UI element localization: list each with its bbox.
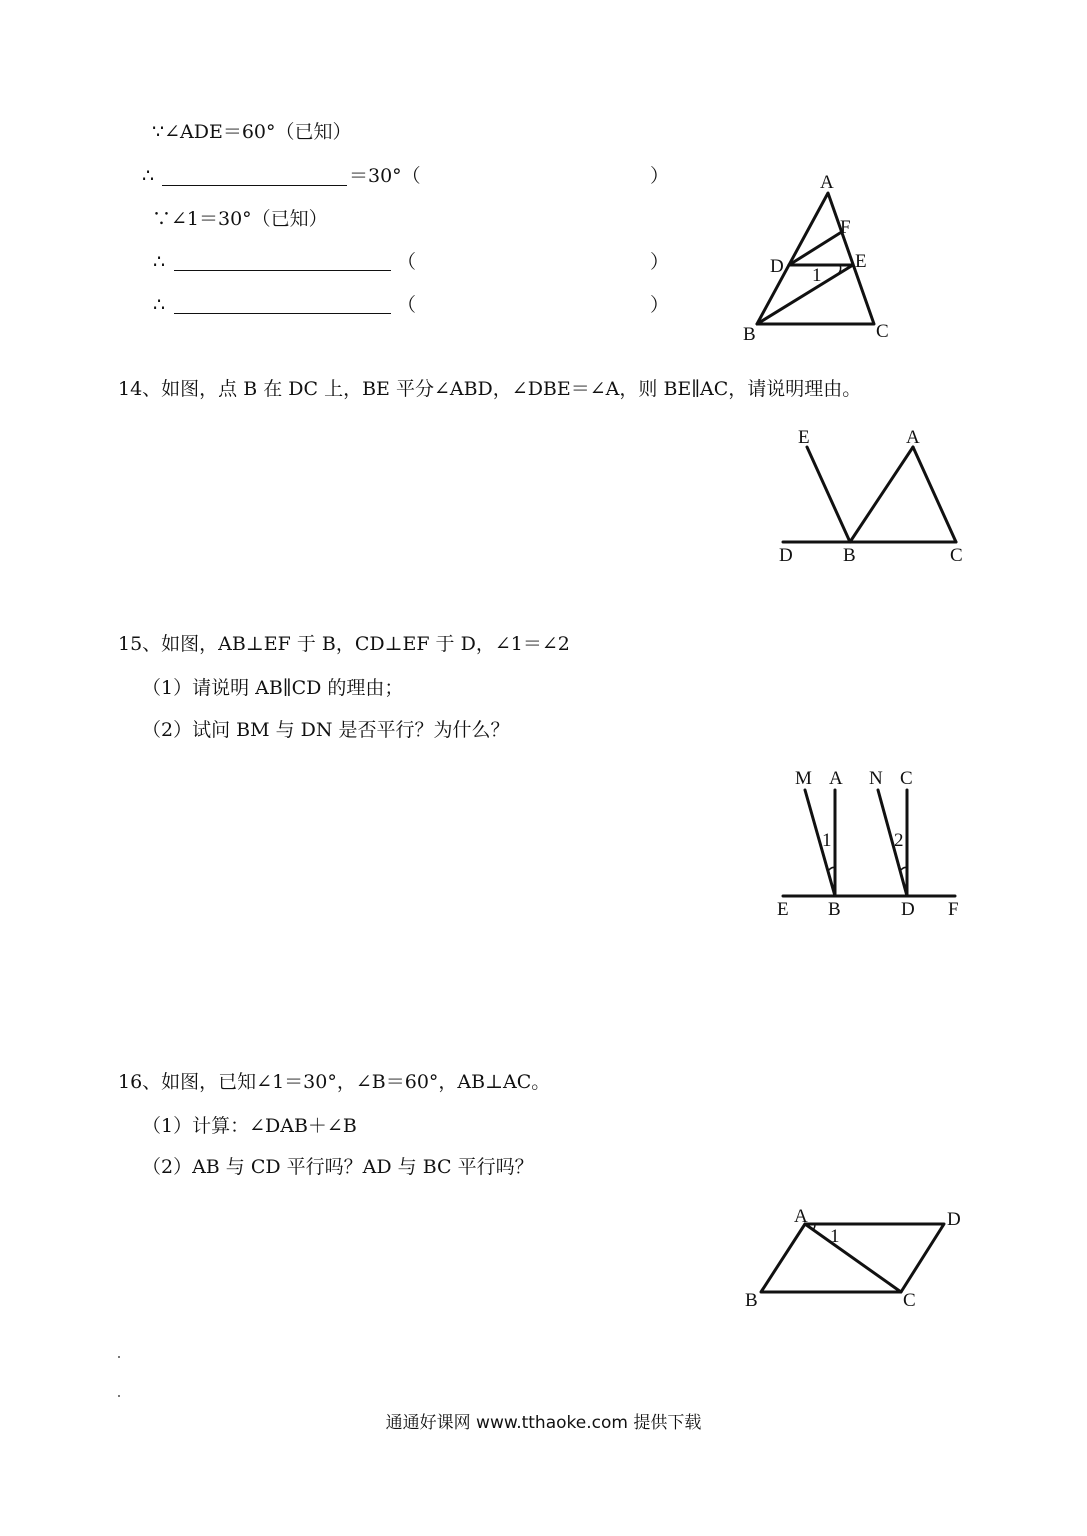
label-f: F <box>840 217 851 238</box>
label-a: A <box>829 768 843 789</box>
question-15-part-2: （2）试问 BM 与 DN 是否平行？为什么？ <box>142 719 510 741</box>
figure-14 <box>775 420 970 570</box>
label-d: D <box>947 1209 961 1230</box>
open-paren: （ <box>397 294 417 316</box>
label-a: A <box>794 1206 808 1227</box>
label-e: E <box>777 899 789 920</box>
segment-ba <box>850 447 913 542</box>
proof-line-1: ∵∠ADE＝60°（已知） <box>152 121 352 143</box>
question-16-part-2: （2）AB 与 CD 平行吗？AD 与 BC 平行吗？ <box>142 1156 534 1178</box>
label-n: N <box>869 768 883 789</box>
label-m: M <box>795 768 812 789</box>
label-e: E <box>798 427 810 448</box>
therefore-symbol: ∴ <box>153 251 166 273</box>
label-a: A <box>906 427 920 448</box>
angle-label-2: 2 <box>894 830 904 851</box>
label-c: C <box>903 1290 916 1311</box>
label-c: C <box>900 768 913 789</box>
label-f: F <box>948 899 959 920</box>
angle-label-1: 1 <box>830 1226 840 1247</box>
label-b: B <box>843 545 856 566</box>
label-c: C <box>876 321 889 342</box>
figure-16 <box>740 1200 970 1320</box>
question-14: 14、如图，点 B 在 DC 上，BE 平分∠ABD，∠DBE＝∠A，则 BE∥AC，请说明理由。 <box>118 378 862 400</box>
label-d: D <box>779 545 793 566</box>
angle-label-1: 1 <box>822 830 832 851</box>
question-15: 15、如图，AB⊥EF 于 B，CD⊥EF 于 D，∠1＝∠2 <box>118 633 570 655</box>
open-paren: （ <box>397 251 417 273</box>
label-d: D <box>901 899 915 920</box>
segment-be <box>807 447 850 542</box>
label-e: E <box>855 251 867 272</box>
therefore-symbol: ∴ <box>153 294 166 316</box>
diagonal-ac <box>805 1224 901 1292</box>
label-a: A <box>820 172 834 193</box>
answer-blank-1[interactable] <box>162 185 347 186</box>
label-d: D <box>770 256 784 277</box>
question-16-part-1: （1）计算：∠DAB＋∠B <box>142 1115 357 1137</box>
angle-label-1: 1 <box>812 265 822 286</box>
label-b: B <box>743 324 756 345</box>
close-paren: ） <box>650 294 670 316</box>
question-15-part-1: （1）请说明 AB∥CD 的理由； <box>142 677 404 699</box>
answer-blank-2[interactable] <box>174 270 391 271</box>
label-b: B <box>745 1290 758 1311</box>
margin-mark <box>118 1356 120 1358</box>
triangle-figure-13 <box>735 165 905 350</box>
proof-line-2-tail: ＝30°（ <box>349 165 421 187</box>
margin-mark <box>118 1395 120 1397</box>
figure-15 <box>775 760 970 925</box>
close-paren: ） <box>650 251 670 273</box>
page-footer: 通通好课网 www.tthaoke.com 提供下载 <box>385 1413 702 1433</box>
close-paren: ） <box>650 165 670 187</box>
question-16: 16、如图，已知∠1＝30°，∠B＝60°，AB⊥AC。 <box>118 1071 551 1093</box>
therefore-symbol: ∴ <box>142 165 155 187</box>
proof-line-3: ∵∠1＝30°（已知） <box>152 208 328 230</box>
segment-ac <box>913 447 956 542</box>
label-b: B <box>828 899 841 920</box>
label-c: C <box>950 545 963 566</box>
answer-blank-3[interactable] <box>174 313 391 314</box>
